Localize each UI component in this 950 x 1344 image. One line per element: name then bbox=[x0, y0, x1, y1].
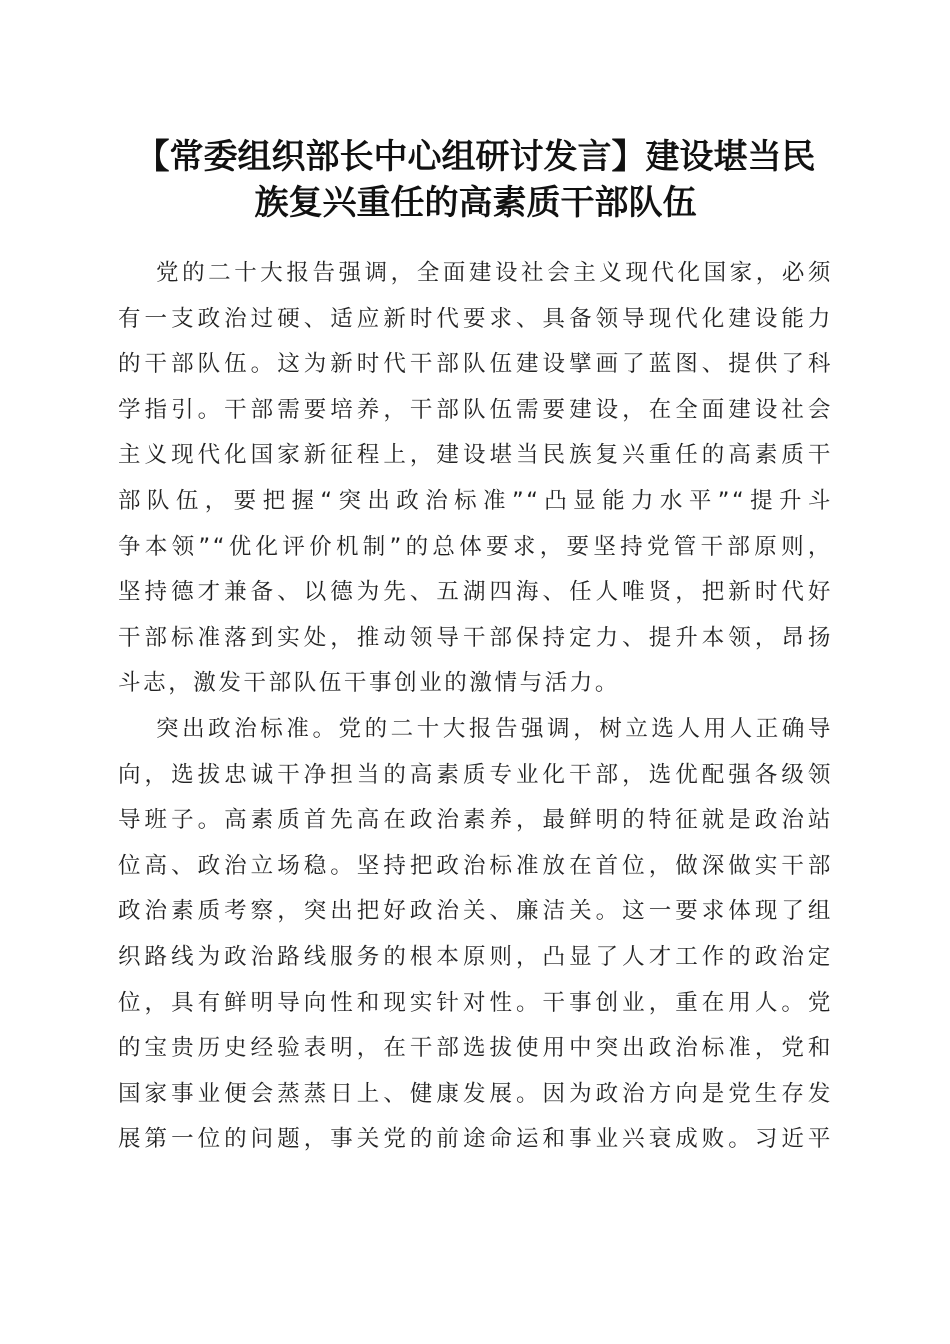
text-line: 学指引。干部需要培养，干部队伍需要建设，在全面建设社会 bbox=[118, 396, 833, 423]
document-title bbox=[118, 134, 833, 226]
text-line: 的宝贵历史经验表明，在干部选拔使用中突出政治标准，党和 bbox=[118, 1035, 833, 1062]
text-line: 突出政治标准。党的二十大报告强调，树立选人用人正确导 bbox=[156, 715, 833, 742]
text-line: 斗志，激发干部队伍干事创业的激情与活力。 bbox=[118, 670, 621, 697]
text-line: 部队伍，要把握“突出政治标准”“凸显能力水平”“提升斗 bbox=[118, 487, 833, 514]
text-line: 的干部队伍。这为新时代干部队伍建设擘画了蓝图、提供了科 bbox=[118, 351, 833, 378]
text-line: 展第一位的问题，事关党的前途命运和事业兴衰成败。习近平 bbox=[118, 1126, 833, 1153]
text-line: 党的二十大报告强调，全面建设社会主义现代化国家，必须 bbox=[156, 260, 833, 286]
title-line: 族复兴重任的高素质干部队伍 bbox=[254, 183, 697, 223]
text-line: 坚持德才兼备、以德为先、五湖四海、任人唯贤，把新时代好 bbox=[118, 579, 833, 606]
paragraph-political-standard bbox=[118, 707, 833, 1163]
text-line: 织路线为政治路线服务的根本原则，凸显了人才工作的政治定 bbox=[118, 943, 833, 970]
text-line: 位，具有鲜明导向性和现实针对性。干事创业，重在用人。党 bbox=[118, 989, 833, 1016]
text-line: 有一支政治过硬、适应新时代要求、具备领导现代化建设能力 bbox=[118, 305, 833, 332]
text-line: 位高、政治立场稳。坚持把政治标准放在首位，做深做实干部 bbox=[118, 852, 833, 879]
text-line: 政治素质考察，突出把好政治关、廉洁关。这一要求体现了组 bbox=[118, 898, 833, 925]
paragraph-intro bbox=[118, 251, 833, 707]
title-line: 【常委组织部长中心组研讨发言】建设堪当民 bbox=[135, 137, 816, 177]
text-line: 干部标准落到实处，推动领导干部保持定力、提升本领，昂扬 bbox=[118, 624, 833, 651]
text-line: 国家事业便会蒸蒸日上、健康发展。因为政治方向是党生存发 bbox=[118, 1080, 833, 1107]
text-line: 向，选拔忠诚干净担当的高素质专业化干部，选优配强各级领 bbox=[118, 761, 833, 788]
document-body bbox=[118, 251, 833, 1163]
text-line: 导班子。高素质首先高在政治素养，最鲜明的特征就是政治站 bbox=[118, 807, 833, 834]
text-line: 争本领”“优化评价机制”的总体要求，要坚持党管干部原则， bbox=[118, 533, 833, 560]
text-line: 主义现代化国家新征程上，建设堪当民族复兴重任的高素质干 bbox=[118, 442, 833, 469]
